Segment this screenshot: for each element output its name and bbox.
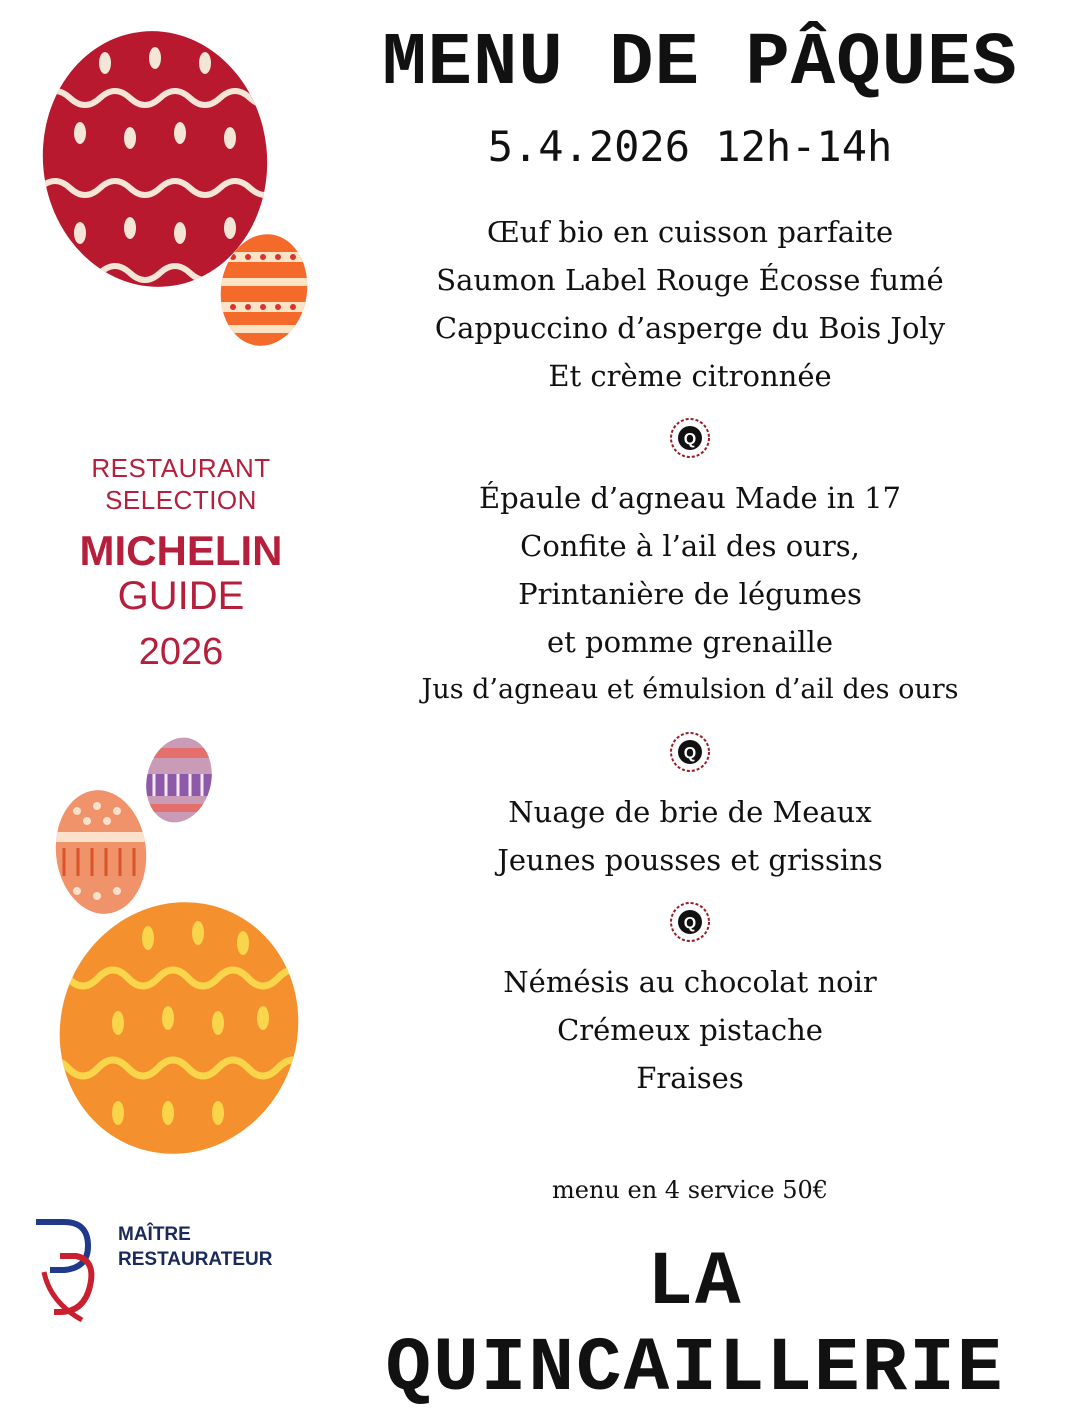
course-line: Cappuccino d’asperge du Bois Joly <box>434 311 946 345</box>
michelin-line-year: 2026 <box>138 631 224 673</box>
course-line: Jeunes pousses et grissins <box>497 843 883 877</box>
menu-price: menu en 4 service 50€ <box>552 1176 828 1204</box>
quincaillerie-q-logo-icon <box>668 730 712 774</box>
michelin-line-michelin: MICHELIN <box>79 527 283 574</box>
quincaillerie-q-logo-icon <box>668 900 712 944</box>
svg-text:Q: Q <box>683 745 697 762</box>
event-date: 5.4.2026 12h-14h <box>487 122 893 171</box>
michelin-guide-badge <box>50 452 312 674</box>
small-orange-egg-icon <box>218 230 310 348</box>
michelin-line-guide: GUIDE <box>117 574 245 618</box>
course-line: Saumon Label Rouge Écosse fumé <box>436 263 944 297</box>
michelin-line-restaurant: RESTAURANT <box>91 453 271 483</box>
course-dessert <box>340 958 1040 1102</box>
maitre-restaurateur-logo-icon <box>30 1216 100 1326</box>
course-line: Fraises <box>636 1061 744 1095</box>
course-line: Crémeux pistache <box>557 1013 823 1047</box>
michelin-line-selection: SELECTION <box>105 485 257 515</box>
small-purple-egg-icon <box>144 734 214 826</box>
menu-courses <box>340 208 1040 1102</box>
svg-text:Q: Q <box>683 431 697 448</box>
course-line: Némésis au chocolat noir <box>503 965 877 999</box>
course-line: et pomme grenaille <box>547 625 833 659</box>
maitre-restaurateur-label <box>118 1222 272 1272</box>
page-title: MENU DE PÂQUES <box>382 22 1018 106</box>
restaurant-brand-logo: LA QUINCAILLERIE <box>385 1240 1005 1412</box>
course-line: Printanière de légumes <box>518 577 862 611</box>
svg-text:Q: Q <box>683 915 697 932</box>
maitre-line-2: RESTAURATEUR <box>118 1249 273 1270</box>
course-line: Épaule d’agneau Made in 17 <box>478 481 901 515</box>
course-line: Œuf bio en cuisson parfaite <box>486 215 894 249</box>
large-orange-egg-icon <box>58 898 300 1158</box>
maitre-line-1: MAÎTRE <box>118 1224 191 1245</box>
course-starter <box>340 208 1040 400</box>
course-cheese <box>340 788 1040 884</box>
quincaillerie-q-logo-icon <box>668 416 712 460</box>
course-line: Jus d’agneau et émulsion d’ail des ours <box>421 674 959 705</box>
course-main <box>340 474 1040 714</box>
course-line: Nuage de brie de Meaux <box>508 795 872 829</box>
course-line: Confite à l’ail des ours, <box>520 529 860 563</box>
course-line: Et crème citronnée <box>548 359 832 393</box>
